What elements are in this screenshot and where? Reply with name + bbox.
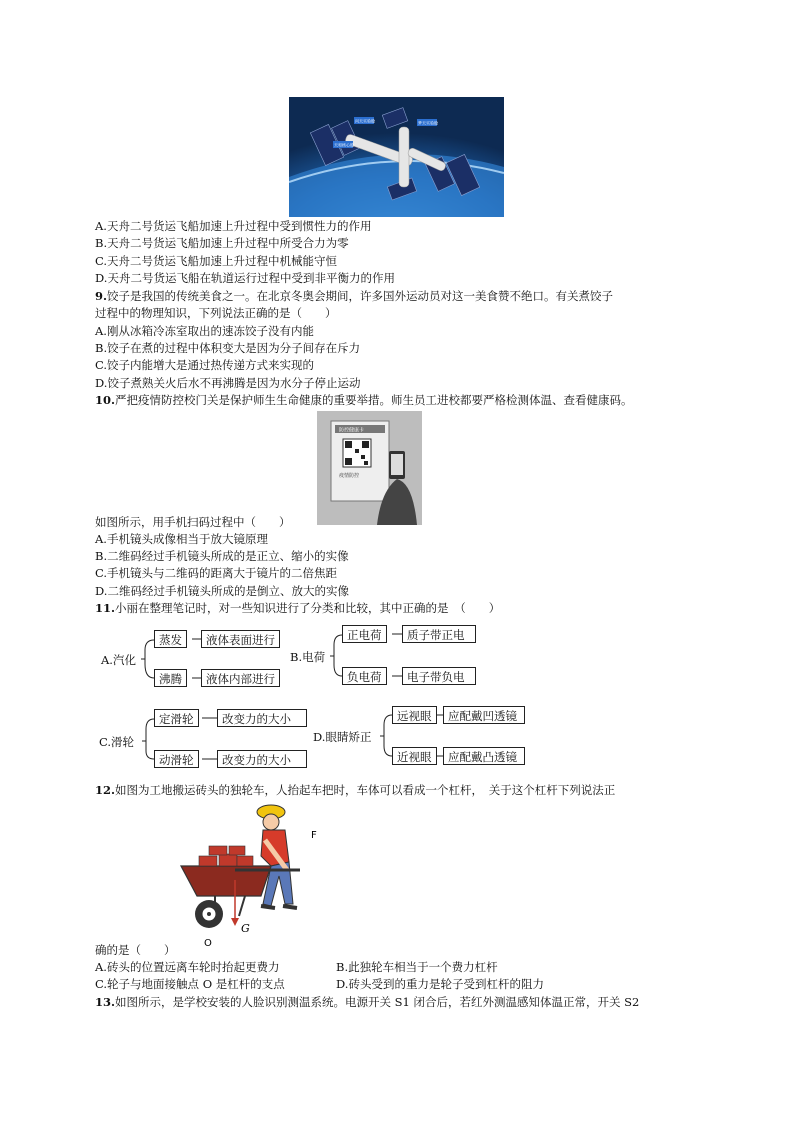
q11-c-bottom-key: 动滑轮: [154, 750, 199, 768]
q11-a-label: A.汽化: [101, 653, 136, 667]
q10-option-b: B.二维码经过手机镜头所成的是正立、缩小的实像: [95, 549, 349, 563]
q10-option-d: D.二维码经过手机镜头所成的是倒立、放大的实像: [95, 584, 349, 598]
q12-stem-line2: 确的是（ ）: [95, 943, 176, 957]
q13-number: 13.: [95, 995, 116, 1009]
wheelbarrow-illustration: [175, 800, 335, 948]
q11-d-label: D.眼睛矫正: [313, 730, 372, 744]
gravity-label: G: [241, 922, 250, 935]
q10-stem-line1: 10.严把疫情防控校门关是保护师生生命健康的重要举措。师生员工进校都要严格检测体温、查看健康码。: [95, 393, 633, 407]
label-mengtian: 梦天实验舱: [418, 120, 438, 126]
q11-c-bottom-value: 改变力的大小: [217, 750, 307, 768]
force-label: F: [311, 830, 317, 841]
card-subtitle: 疫情防控: [339, 473, 360, 479]
q8-option-a: A.天舟二号货运飞船加速上升过程中受到惯性力的作用: [95, 219, 372, 233]
q11-a-top-value: 液体表面进行: [201, 630, 280, 648]
bricks: [199, 846, 253, 866]
q11-number: 11.: [95, 601, 116, 615]
q11-b-label: B.电荷: [290, 650, 326, 664]
q13-stem-line1: 13.如图所示，是学校安装的人脸识别测温系统。电源开关 S1 闭合后，若红外测温感知体温正常，开关 S2: [95, 995, 640, 1009]
q12-stem-line1: 12.如图为工地搬运砖头的独轮车，人抬起车把时，车体可以看成一个杠杆， 关于这个杠杆下列说法正: [95, 783, 616, 797]
q11-b-bottom-key: 负电荷: [342, 667, 387, 685]
q10-number: 10.: [95, 393, 116, 407]
q12-option-d: D.砖头受到的重力是轮子受到杠杆的阻力: [336, 977, 544, 991]
q9-stem-line1: 9.饺子是我国的传统美食之一。在北京冬奥会期间，许多国外运动员对这一美食赞不绝口。有关煮饺子: [95, 289, 614, 303]
q9-option-b: B.饺子在煮的过程中体积变大是因为分子间存在斥力: [95, 341, 361, 355]
q11-b-top-value: 质子带正电: [402, 625, 476, 643]
q10-option-c: C.手机镜头与二维码的距离大于镜片的二倍焦距: [95, 566, 338, 580]
q9-option-a: A.刚从冰箱冷冻室取出的速冻饺子没有内能: [95, 324, 314, 338]
q8-option-b: B.天舟二号货运飞船加速上升过程中所受合力为零: [95, 236, 349, 250]
q9-option-d: D.饺子煮熟关火后水不再沸腾是因为水分子停止运动: [95, 376, 361, 390]
q11-c-top-key: 定滑轮: [154, 709, 199, 727]
q8-option-d: D.天舟二号货运飞船在轨道运行过程中受到非平衡力的作用: [95, 271, 395, 285]
q10-option-a: A.手机镜头成像相当于放大镜原理: [95, 532, 268, 546]
q9-number: 9.: [95, 289, 108, 303]
wheelbarrow-figure: [175, 800, 335, 948]
pivot-label: O: [204, 938, 212, 948]
q11-d-bottom-value: 应配戴凸透镜: [443, 747, 525, 765]
label-tianhe: 天和核心舱: [334, 142, 354, 148]
q12-option-b: B.此独轮车相当于一个费力杠杆: [336, 960, 498, 974]
q11-a-top-key: 蒸发: [154, 630, 187, 648]
q11-d-top-key: 远视眼: [392, 706, 437, 724]
q11-b-top-key: 正电荷: [342, 625, 387, 643]
q11-d-top-value: 应配戴凹透镜: [443, 706, 525, 724]
card-title: 防控健康卡: [339, 427, 365, 434]
q11-a-bottom-key: 沸腾: [154, 669, 187, 687]
q11-a-bottom-value: 液体内部进行: [201, 669, 280, 687]
q12-number: 12.: [95, 783, 116, 797]
q11-b-bottom-value: 电子带负电: [402, 667, 476, 685]
q12-option-a: A.砖头的位置远离车轮时抬起更费力: [95, 960, 280, 974]
q12-option-c: C.轮子与地面接触点 O 是杠杆的支点: [95, 977, 285, 991]
q9-option-c: C.饺子内能增大是通过热传递方式来实现的: [95, 358, 315, 372]
q10-stem-line2: 如图所示，用手机扫码过程中（ ）: [95, 515, 291, 529]
label-wentian: 问天实验舱: [355, 118, 375, 124]
q11-d-bottom-key: 近视眼: [392, 747, 437, 765]
q8-option-c: C.天舟二号货运飞船加速上升过程中机械能守恒: [95, 254, 338, 268]
q11-c-top-value: 改变力的大小: [217, 709, 307, 727]
q11-c-label: C.滑轮: [99, 735, 135, 749]
q11-stem: 11.小丽在整理笔记时，对一些知识进行了分类和比较，其中正确的是 （ ）: [95, 601, 501, 615]
q9-stem-line2: 过程中的物理知识，下列说法正确的是（ ）: [95, 306, 337, 320]
